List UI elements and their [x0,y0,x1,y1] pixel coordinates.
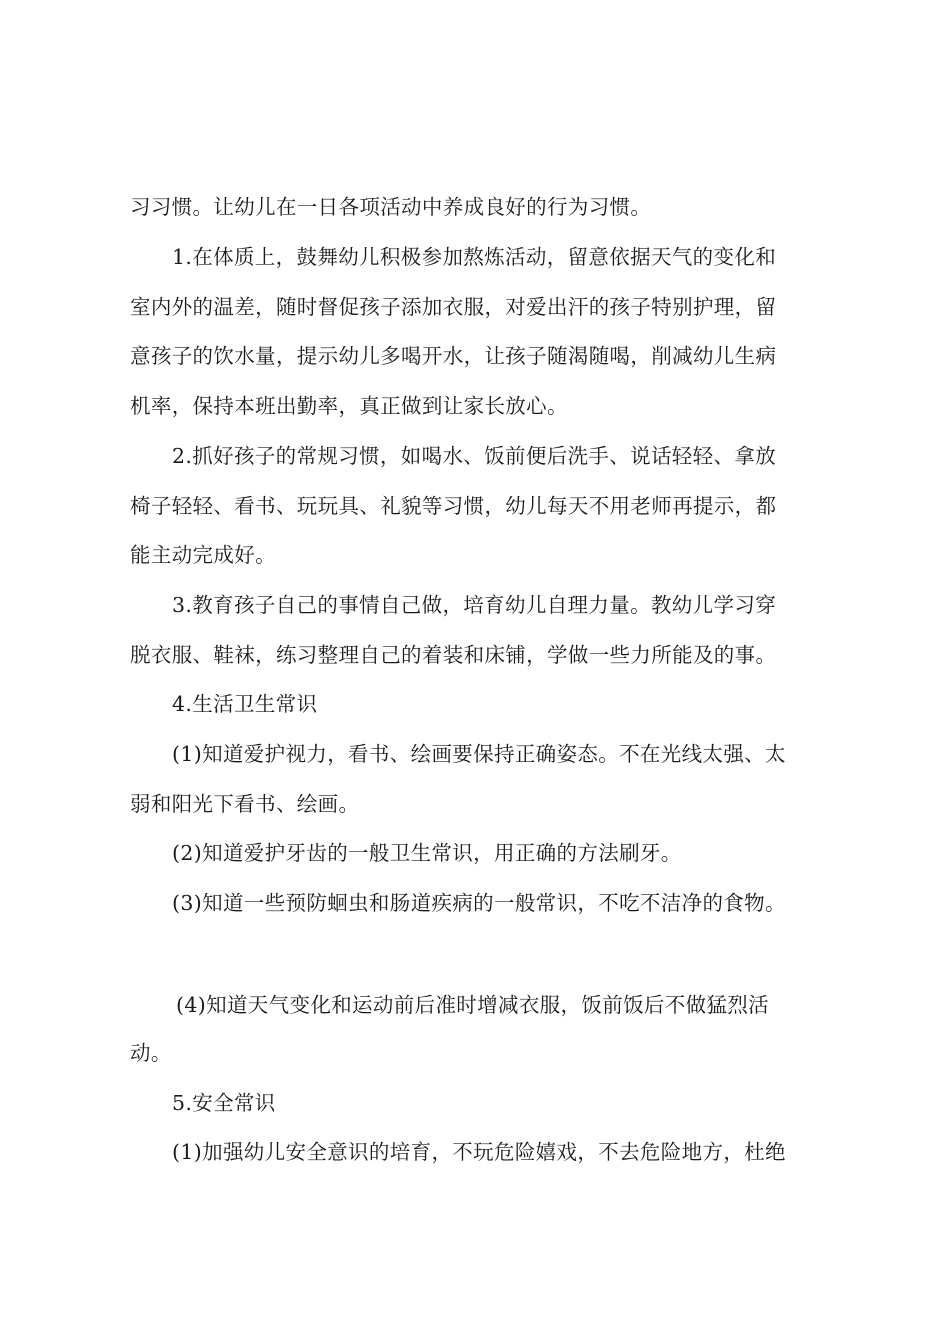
text-line: 动。 [130,1041,172,1065]
list-item-line: (2)知道爱护牙齿的一般卫生常识，用正确的方法刷牙。 [172,841,682,865]
text-line: 椅子轻轻、看书、玩玩具、礼貌等习惯，幼儿每天不用老师再提示，都 [130,494,777,518]
list-item-line: (3)知道一些预防蛔虫和肠道疾病的一般常识，不吃不洁净的食物。 [172,891,786,915]
text-line: 室内外的温差，随时督促孩子添加衣服，对爱出汗的孩子特别护理，留 [130,295,777,319]
section-heading-hygiene: 4.生活卫生常识 [172,692,318,716]
list-item-line: (1)知道爱护视力，看书、绘画要保持正确姿态。不在光线太强、太 [172,742,786,766]
text-line: 机率，保持本班出勤率，真正做到让家长放心。 [130,394,568,418]
text-line: 意孩子的饮水量，提示幼儿多喝开水，让孩子随渴随喝，削减幼儿生病 [130,344,777,368]
text-line: 习习惯。让幼儿在一日各项活动中养成良好的行为习惯。 [130,195,652,219]
section-heading-safety: 5.安全常识 [172,1091,276,1115]
paragraph-2-line: 2.抓好孩子的常规习惯，如喝水、饭前便后洗手、说话轻轻、拿放 [172,444,777,468]
text-line: 弱和阳光下看书、绘画。 [130,792,360,816]
paragraph-1-line: 1.在体质上，鼓舞幼儿积极参加熬炼活动，留意依据天气的变化和 [172,245,777,269]
list-item-line: (1)加强幼儿安全意识的培育，不玩危险嬉戏，不去危险地方，杜绝 [172,1140,786,1164]
paragraph-3-line: 3.教育孩子自己的事情自己做，培育幼儿自理力量。教幼儿学习穿 [172,593,777,617]
list-item-line: (4)知道天气变化和运动前后准时增减衣服，饭前饭后不做猛烈活 [176,993,770,1017]
text-line: 能主动完成好。 [130,543,276,567]
text-line: 脱衣服、鞋袜，练习整理自己的着装和床铺，学做一些力所能及的事。 [130,643,777,667]
